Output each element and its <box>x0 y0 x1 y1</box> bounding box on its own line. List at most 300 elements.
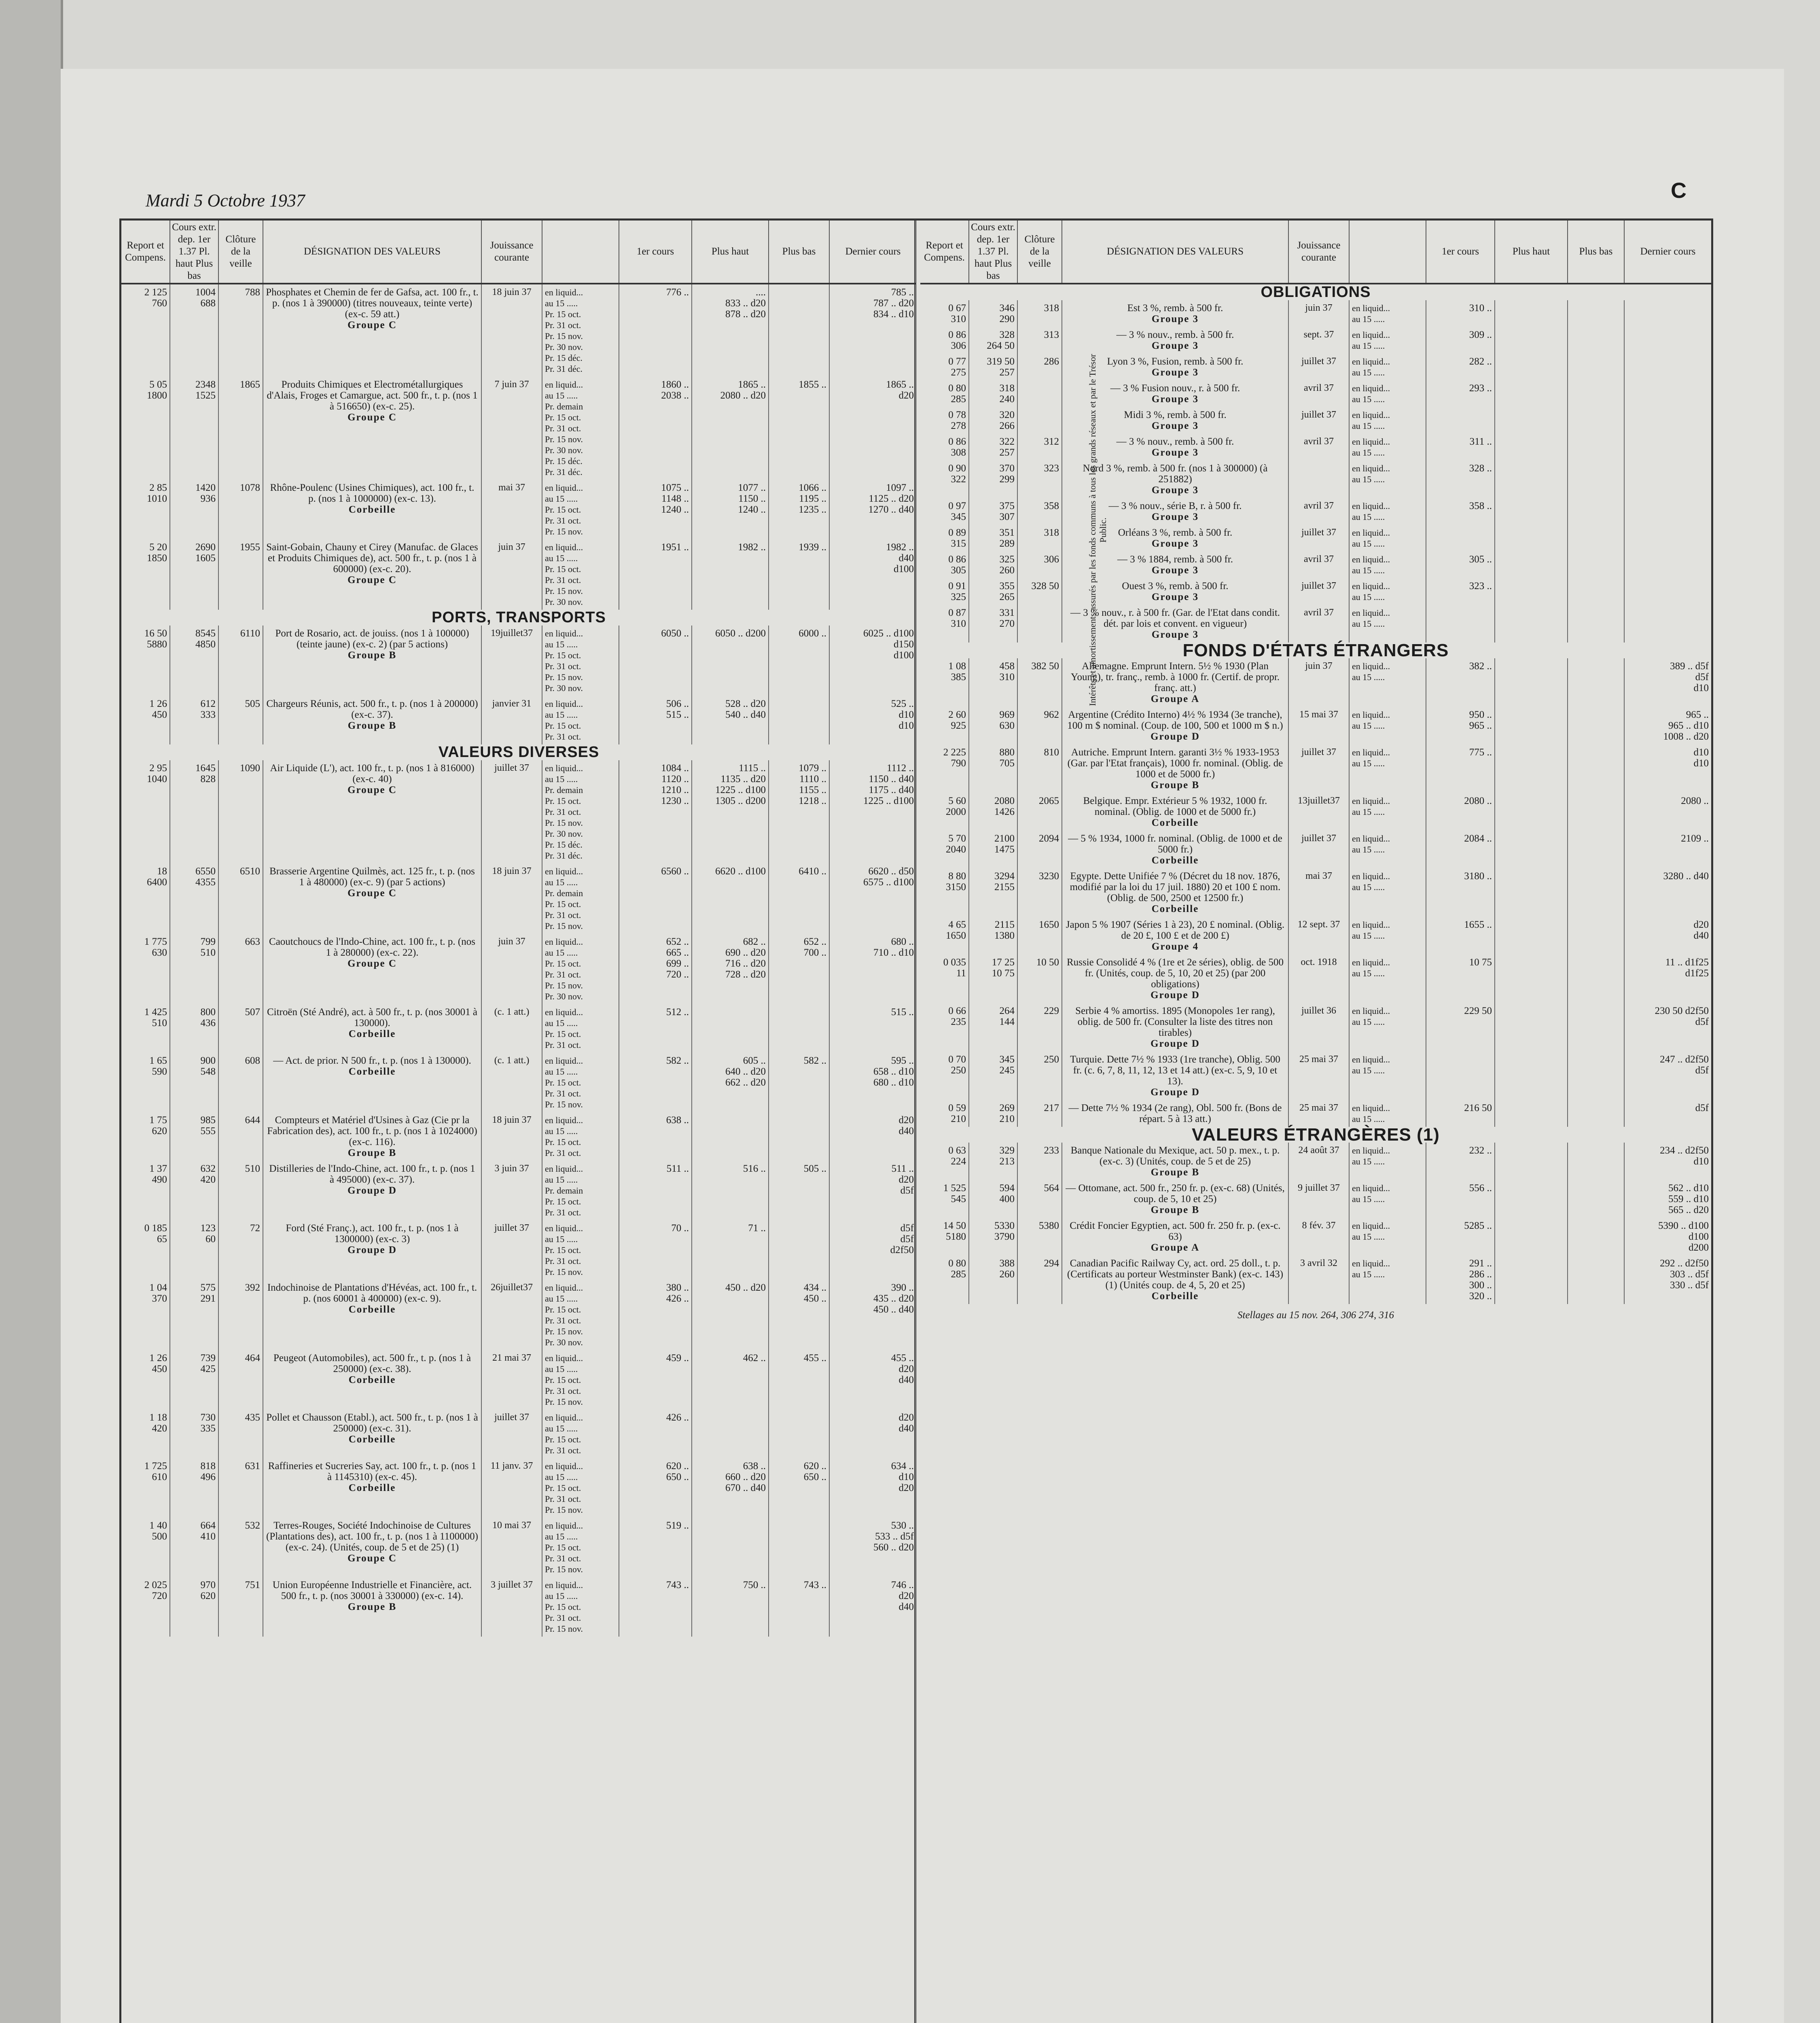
high-cell <box>692 1518 769 1577</box>
security-name: Pollet et Chausson (Etabl.), act. 500 fr., t. p. (nos 1 à 250000) (ex-c. 31). <box>266 1412 478 1434</box>
cloture-cell: 217 <box>1017 1100 1062 1127</box>
cloture-cell: 2094 <box>1017 831 1062 868</box>
jouissance-cell: juillet 37 <box>1288 407 1349 434</box>
columns_right-col-header: Cours extr. dep. 1er 1.37 Pl. haut Plus bas <box>969 221 1017 284</box>
quote-row <box>920 1100 1711 1127</box>
jouissance-cell: juin 37 <box>1288 658 1349 707</box>
extremes-cell: 458 310 <box>969 658 1017 707</box>
quote-row <box>920 300 1711 327</box>
terme-cell: en liquid... au 15 ..... <box>1349 460 1426 498</box>
report-cell: 1 26 450 <box>121 696 170 744</box>
security-name: Caoutchoucs de l'Indo-Chine, act. 100 fr., t. p. (nos 1 à 280000) (ex-c. 22). <box>269 936 475 958</box>
terme-cell: en liquid... au 15 ..... Pr. demain Pr. 15 oct. Pr. 31 oct. Pr. 15 nov. Pr. 30 nov. Pr. 15 déc. Pr. 31 déc. <box>542 377 619 480</box>
designation-cell <box>263 1577 481 1637</box>
cloture-cell: 250 <box>1017 1052 1062 1100</box>
security-name: Saint-Gobain, Chauny et Cirey (Manufac. de Glaces et Produits Chimiques de), act. 500 fr., t. p. (nos 1 à 600000) (ex-c. 20). <box>266 542 478 575</box>
first-price-cell: 232 .. <box>1426 1143 1495 1180</box>
low-cell: 652 .. 700 .. <box>769 934 829 1004</box>
security-name: Canadian Pacific Railway Cy, act. ord. 25 doll., t. p. (Certificats au porteur Westminster Bank) (ex-c. 143) (1) (Unités coup. de 4, 5, 20 et 25) <box>1067 1258 1284 1291</box>
low-cell <box>1568 551 1624 578</box>
quote-row <box>920 605 1711 643</box>
terme-cell: en liquid... au 15 ..... <box>1349 327 1426 354</box>
columns_right-col-header: Report et Compens. <box>920 221 969 284</box>
extremes-cell: 269 210 <box>969 1100 1017 1127</box>
first-price-cell: 5285 .. <box>1426 1218 1495 1255</box>
first-price-cell: 310 .. <box>1426 300 1495 327</box>
terme-cell: en liquid... au 15 ..... <box>1349 498 1426 525</box>
last-price-cell: d20 d40 <box>898 1412 914 1434</box>
low-cell <box>1568 954 1624 1003</box>
jouissance-cell: juin 37 <box>481 934 542 1004</box>
columns_left-col-header: DÉSIGNATION DES VALEURS <box>263 221 481 284</box>
high-cell <box>1495 300 1568 327</box>
groupe-label: Corbeille <box>348 1374 396 1385</box>
low-cell: 1066 .. 1195 .. 1235 .. <box>769 480 829 539</box>
low-cell <box>1568 1052 1624 1100</box>
designation-cell <box>263 1004 481 1053</box>
low-cell <box>1568 354 1624 380</box>
high-cell <box>1495 831 1568 868</box>
groupe-label: Groupe 3 <box>1151 565 1199 576</box>
report-cell: 0 66 235 <box>920 1003 969 1052</box>
cloture-cell: 507 <box>218 1004 263 1053</box>
extremes-cell: 370 299 <box>969 460 1017 498</box>
groupe-label: Groupe B <box>347 720 397 731</box>
groupe-label: Corbeille <box>348 1304 396 1315</box>
cloture-cell: 464 <box>218 1350 263 1410</box>
terme-cell: en liquid... au 15 ..... Pr. 15 oct. Pr. 31 oct. Pr. 15 nov. <box>542 1458 619 1518</box>
last-price-cell <box>1624 578 1711 605</box>
cloture-cell: 532 <box>218 1518 263 1577</box>
jouissance-cell: (c. 1 att.) <box>481 1004 542 1053</box>
cloture-cell: 5380 <box>1017 1218 1062 1255</box>
security-name: — 3 % Fusion nouv., r. à 500 fr. <box>1110 383 1240 394</box>
first-price-cell: 506 .. 515 .. <box>619 696 692 744</box>
columns_left-col-header: Plus bas <box>769 221 829 284</box>
report-cell: 5 20 1850 <box>121 539 170 610</box>
cloture-cell: 318 <box>1017 525 1062 551</box>
cloture-cell: 306 <box>1017 551 1062 578</box>
high-cell: 462 .. <box>692 1350 769 1410</box>
designation-cell <box>263 626 481 696</box>
jouissance-cell: 15 mai 37 <box>1288 707 1349 744</box>
high-cell <box>1495 954 1568 1003</box>
designation-cell <box>1062 954 1288 1003</box>
security-name: Autriche. Emprunt Intern. garanti 3½ % 1933-1953 (Gar. par l'Etat français), 1000 fr. nominal. (Oblig. de 1000 et de 5000 fr.) <box>1067 747 1283 780</box>
high-cell: 750 .. <box>692 1577 769 1637</box>
terme-cell: en liquid... au 15 ..... Pr. 15 oct. Pr. 31 oct. Pr. 15 nov. Pr. 30 nov. <box>542 626 619 696</box>
cloture-cell: 810 <box>1017 744 1062 793</box>
quote-row <box>920 707 1711 744</box>
groupe-label: Groupe C <box>347 785 397 795</box>
first-price-cell <box>1426 525 1495 551</box>
high-cell: 1982 .. <box>692 539 769 610</box>
section-obligations: OBLIGATIONS <box>1261 284 1371 301</box>
terme-cell: en liquid... au 15 ..... <box>1349 551 1426 578</box>
groupe-label: Groupe B <box>347 650 397 661</box>
low-cell: 743 .. <box>769 1577 829 1637</box>
extremes-cell: 322 257 <box>969 434 1017 460</box>
security-name: Crédit Foncier Egyptien, act. 500 fr. 250 fr. p. (ex-c. 63) <box>1070 1220 1281 1242</box>
terme-cell: en liquid... au 15 ..... Pr. 15 oct. Pr. 31 oct. Pr. 15 nov. <box>542 1053 619 1112</box>
low-cell <box>769 1410 829 1458</box>
report-cell: 0 91 325 <box>920 578 969 605</box>
extremes-cell: 328 264 50 <box>969 327 1017 354</box>
jouissance-cell: avril 37 <box>1288 605 1349 643</box>
last-price-cell <box>1624 380 1711 407</box>
terme-cell: en liquid... au 15 ..... <box>1349 917 1426 954</box>
jouissance-cell: 18 juin 37 <box>481 863 542 934</box>
report-cell: 0 86 305 <box>920 551 969 578</box>
quote-row <box>920 354 1711 380</box>
extremes-cell: 329 213 <box>969 1143 1017 1180</box>
designation-cell <box>1062 1255 1288 1304</box>
report-cell: 1 40 500 <box>121 1518 170 1577</box>
report-cell: 14 50 5180 <box>920 1218 969 1255</box>
terme-cell: en liquid... au 15 ..... Pr. 15 oct. Pr. 31 oct. Pr. 15 nov. <box>542 1350 619 1410</box>
extremes-cell: 320 266 <box>969 407 1017 434</box>
extremes-cell: 1004 688 <box>170 284 218 377</box>
cloture-cell: 564 <box>1017 1180 1062 1218</box>
designation-cell <box>1062 1003 1288 1052</box>
cloture-cell: 1078 <box>218 480 263 539</box>
quote-row <box>121 1112 916 1161</box>
designation-cell <box>263 934 481 1004</box>
security-name: Egypte. Dette Unifiée 7 % (Décret du 18 nov. 1876, modifié par la loi du 17 juil. 1880) 20 et 100 £ nom. (Oblig. de 500, 2500 et 12500 fr.) <box>1070 871 1281 903</box>
security-name: — 3 % nouv., série B, r. à 500 fr. <box>1108 500 1242 511</box>
cloture-cell: 644 <box>218 1112 263 1161</box>
cloture-cell: 962 <box>1017 707 1062 744</box>
quote-row <box>121 480 916 539</box>
jouissance-cell: avril 37 <box>1288 434 1349 460</box>
security-name: Distilleries de l'Indo-Chine, act. 100 fr., t. p. (nos 1 à 495000) (ex-c. 37). <box>269 1163 475 1185</box>
security-name: Japon 5 % 1907 (Séries 1 à 23), 20 £ nominal. (Oblig. de 20 £, 100 £ et de 200 £) <box>1066 919 1285 941</box>
first-price-cell: 582 .. <box>619 1053 692 1112</box>
last-price-cell: 746 .. d20 d40 <box>891 1580 914 1612</box>
groupe-label: Groupe 3 <box>1151 592 1199 602</box>
terme-cell: en liquid... au 15 ..... Pr. 15 oct. Pr. 31 oct. <box>542 1004 619 1053</box>
groupe-label: Groupe C <box>347 1553 397 1564</box>
low-cell <box>1568 434 1624 460</box>
groupe-label: Groupe B <box>1150 780 1200 791</box>
extremes-cell: 2100 1475 <box>969 831 1017 868</box>
terme-cell: en liquid... au 15 ..... <box>1349 1255 1426 1304</box>
jouissance-cell: avril 37 <box>1288 380 1349 407</box>
security-name: Brasserie Argentine Quilmès, act. 125 fr., t. p. (nos 1 à 480000) (ex-c. 9) (par 5 actions) <box>269 866 475 888</box>
security-name: — Act. de prior. N 500 fr., t. p. (nos 1 à 130000). <box>273 1055 471 1066</box>
quote-row <box>920 793 1711 831</box>
high-cell <box>1495 707 1568 744</box>
last-price-cell <box>1624 525 1711 551</box>
quote-row <box>920 407 1711 434</box>
first-price-cell: 282 .. <box>1426 354 1495 380</box>
quote-row <box>121 539 916 610</box>
report-cell: 1 65 590 <box>121 1053 170 1112</box>
jouissance-cell: juillet 37 <box>481 1410 542 1458</box>
terme-cell: en liquid... au 15 ..... <box>1349 578 1426 605</box>
quote-row <box>920 1180 1711 1218</box>
jouissance-cell: 21 mai 37 <box>481 1350 542 1410</box>
first-price-cell: 776 .. <box>619 284 692 377</box>
jouissance-cell: juillet 37 <box>1288 831 1349 868</box>
last-price-cell: 634 .. d10 d20 <box>891 1461 914 1493</box>
low-cell <box>1568 498 1624 525</box>
cloture-cell: 608 <box>218 1053 263 1112</box>
high-cell <box>1495 551 1568 578</box>
jouissance-cell: 3 avril 32 <box>1288 1255 1349 1304</box>
designation-cell <box>263 539 481 610</box>
jouissance-cell: avril 37 <box>1288 498 1349 525</box>
low-cell: 434 .. 450 .. <box>769 1280 829 1350</box>
section-fonds-etats: FONDS D'ÉTATS ÉTRANGERS <box>1182 640 1449 660</box>
cloture-cell: 3230 <box>1017 868 1062 917</box>
report-cell: 1 425 510 <box>121 1004 170 1053</box>
cloture-cell: 312 <box>1017 434 1062 460</box>
cloture-cell: 1650 <box>1017 917 1062 954</box>
extremes-cell: 739 425 <box>170 1350 218 1410</box>
columns_left-col-header <box>542 221 619 284</box>
last-price-cell: 525 .. d10 d10 <box>891 698 914 731</box>
security-name: Lyon 3 %, Fusion, remb. à 500 fr. <box>1107 356 1244 367</box>
jouissance-cell: 18 juin 37 <box>481 1112 542 1161</box>
report-cell: 2 125 760 <box>121 284 170 377</box>
groupe-label: Corbeille <box>348 1066 396 1077</box>
stellages-note: Stellages au 15 nov. 264, 306 274, 316 <box>1237 1310 1394 1321</box>
security-name: Raffineries et Sucreries Say, act. 100 fr., t. p. (nos 1 à 1145310) (ex-c. 45). <box>268 1461 477 1482</box>
groupe-label: Groupe D <box>1150 1038 1200 1049</box>
extremes-cell: 969 630 <box>969 707 1017 744</box>
designation-cell <box>263 1220 481 1280</box>
first-price-cell: 556 .. <box>1426 1180 1495 1218</box>
high-cell <box>1495 498 1568 525</box>
quote-row <box>121 284 916 377</box>
high-cell <box>1495 327 1568 354</box>
jouissance-cell: 10 mai 37 <box>481 1518 542 1577</box>
quote-row <box>920 460 1711 498</box>
first-price-cell <box>1426 605 1495 643</box>
groupe-label: Groupe 3 <box>1151 394 1199 405</box>
high-cell <box>1495 1143 1568 1180</box>
high-cell <box>1495 380 1568 407</box>
groupe-label: Corbeille <box>1151 903 1199 914</box>
security-name: Chargeurs Réunis, act. 500 fr., t. p. (nos 1 à 200000) (ex-c. 37). <box>266 698 478 720</box>
jouissance-cell: juillet 37 <box>1288 578 1349 605</box>
groupe-label: Corbeille <box>1151 817 1199 828</box>
report-cell: 0 59 210 <box>920 1100 969 1127</box>
extremes-cell: 1645 828 <box>170 760 218 863</box>
groupe-label: Groupe D <box>1150 1087 1200 1098</box>
first-price-cell: 950 .. 965 .. <box>1426 707 1495 744</box>
groupe-label: Groupe 3 <box>1151 340 1199 351</box>
high-cell: 682 .. 690 .. d20 716 .. d20 728 .. d20 <box>692 934 769 1004</box>
security-name: Ford (Sté Franç.), act. 100 fr., t. p. (nos 1 à 1300000) (ex-c. 3) <box>286 1223 459 1245</box>
security-name: — 3 % nouv., remb. à 500 fr. <box>1116 436 1234 447</box>
low-cell <box>1568 1180 1624 1218</box>
quote-row <box>920 868 1711 917</box>
cloture-cell: 788 <box>218 284 263 377</box>
groupe-label: Groupe 3 <box>1151 511 1199 522</box>
report-cell: 0 63 224 <box>920 1143 969 1180</box>
quote-row <box>121 1053 916 1112</box>
first-price-cell: 2080 .. <box>1426 793 1495 831</box>
extremes-cell: 331 270 <box>969 605 1017 643</box>
jouissance-cell: juillet 37 <box>481 1220 542 1280</box>
high-cell <box>1495 578 1568 605</box>
low-cell: 1855 .. <box>769 377 829 480</box>
terme-cell: en liquid... au 15 ..... <box>1349 300 1426 327</box>
extremes-cell: 1420 936 <box>170 480 218 539</box>
low-cell: 582 .. <box>769 1053 829 1112</box>
low-cell <box>1568 744 1624 793</box>
terme-cell: en liquid... au 15 ..... Pr. 15 oct. Pr. 31 oct. Pr. 15 nov. <box>542 1220 619 1280</box>
terme-cell: en liquid... au 15 ..... <box>1349 793 1426 831</box>
terme-cell: en liquid... au 15 ..... <box>1349 525 1426 551</box>
last-price-cell: 680 .. 710 .. d10 <box>873 936 914 958</box>
low-cell <box>1568 917 1624 954</box>
quote-row <box>121 696 916 744</box>
last-price-cell: 247 .. d2f50 d5f <box>1660 1054 1709 1076</box>
designation-cell <box>1062 707 1288 744</box>
high-cell <box>1495 1255 1568 1304</box>
last-price-cell: 562 .. d10 559 .. d10 565 .. d20 <box>1668 1183 1709 1215</box>
last-price-cell <box>1624 551 1711 578</box>
jouissance-cell: 7 juin 37 <box>481 377 542 480</box>
groupe-label: Groupe A <box>1150 693 1200 704</box>
first-price-cell: 1860 .. 2038 .. <box>619 377 692 480</box>
designation-cell <box>263 1112 481 1161</box>
designation-cell <box>1062 917 1288 954</box>
terme-cell: en liquid... au 15 ..... <box>1349 1100 1426 1127</box>
last-price-cell <box>1624 460 1711 498</box>
last-price-cell: 5390 .. d100 d100 d200 <box>1658 1220 1709 1253</box>
terme-cell: en liquid... au 15 ..... Pr. 15 oct. Pr. 31 oct. Pr. 15 nov. Pr. 30 nov. <box>542 1280 619 1350</box>
high-cell <box>1495 917 1568 954</box>
cloture-cell: 323 <box>1017 460 1062 498</box>
first-price-cell: 519 .. <box>619 1518 692 1577</box>
quote-row <box>920 380 1711 407</box>
high-cell: .... 833 .. d20 878 .. d20 <box>692 284 769 377</box>
guarantee-side-note: Intérêts et amortissements assurés par les fonds communs à tous les grands réseaux et par le Trésor Public. <box>1087 354 1108 706</box>
groupe-label: Groupe 3 <box>1151 447 1199 458</box>
extremes-cell: 970 620 <box>170 1577 218 1637</box>
designation-cell <box>1062 868 1288 917</box>
extremes-cell: 799 510 <box>170 934 218 1004</box>
issue-date: Mardi 5 Octobre 1937 <box>146 191 305 210</box>
quote-row <box>121 1518 916 1577</box>
extremes-cell: 632 420 <box>170 1161 218 1220</box>
first-price-cell <box>1426 1052 1495 1100</box>
groupe-label: Corbeille <box>348 1028 396 1039</box>
groupe-label: Corbeille <box>348 1482 396 1493</box>
report-cell: 5 60 2000 <box>920 793 969 831</box>
extremes-cell: 2080 1426 <box>969 793 1017 831</box>
cloture-cell: 751 <box>218 1577 263 1637</box>
columns_left-col-header: Report et Compens. <box>121 221 170 284</box>
cloture-cell: 294 <box>1017 1255 1062 1304</box>
terme-cell: en liquid... au 15 ..... <box>1349 354 1426 380</box>
report-cell: 0 90 322 <box>920 460 969 498</box>
high-cell <box>1495 525 1568 551</box>
report-cell: 16 50 5880 <box>121 626 170 696</box>
cloture-cell: 631 <box>218 1458 263 1518</box>
groupe-label: Corbeille <box>1151 1291 1199 1302</box>
terme-cell: en liquid... au 15 ..... Pr. 15 oct. Pr. 31 oct. Pr. 15 nov. Pr. 30 nov. Pr. 15 déc. Pr. 31 déc. <box>542 284 619 377</box>
groupe-label: Groupe B <box>1150 1204 1200 1215</box>
first-price-cell: 743 .. <box>619 1577 692 1637</box>
groupe-label: Corbeille <box>1151 855 1199 866</box>
report-cell: 0 86 308 <box>920 434 969 460</box>
high-cell <box>1495 1052 1568 1100</box>
extremes-cell: 351 289 <box>969 525 1017 551</box>
report-cell: 0 89 315 <box>920 525 969 551</box>
report-cell: 1 75 620 <box>121 1112 170 1161</box>
quote-row <box>920 658 1711 707</box>
terme-cell: en liquid... au 15 ..... Pr. 15 oct. Pr. 31 oct. Pr. 15 nov. <box>542 1577 619 1637</box>
designation-cell <box>1062 744 1288 793</box>
cloture-cell: 1865 <box>218 377 263 480</box>
extremes-cell: 664 410 <box>170 1518 218 1577</box>
extremes-cell: 800 436 <box>170 1004 218 1053</box>
security-name: Peugeot (Automobiles), act. 500 fr., t. p. (nos 1 à 250000) (ex-c. 38). <box>273 1353 471 1374</box>
high-cell: 71 .. <box>692 1220 769 1280</box>
quote-row <box>121 1220 916 1280</box>
jouissance-cell <box>1288 460 1349 498</box>
report-cell: 1 525 545 <box>920 1180 969 1218</box>
security-name: — 5 % 1934, 1000 fr. nominal. (Oblig. de 1000 et de 5000 fr.) <box>1068 833 1282 855</box>
extremes-cell: 3294 2155 <box>969 868 1017 917</box>
terme-cell: en liquid... au 15 ..... Pr. demain Pr. 15 oct. Pr. 31 oct. <box>542 1161 619 1220</box>
report-cell: 0 80 285 <box>920 1255 969 1304</box>
security-name: — 3 % nouv., r. à 500 fr. (Gar. de l'Etat dans condit. dét. par lois et convent. en vigueur) <box>1070 607 1280 629</box>
cloture-cell: 229 <box>1017 1003 1062 1052</box>
last-price-cell: 6025 .. d100 d150 d100 <box>863 628 914 661</box>
terme-cell: en liquid... au 15 ..... Pr. 15 oct. Pr. 31 oct. <box>542 696 619 744</box>
jouissance-cell: 13juillet37 <box>1288 793 1349 831</box>
high-cell: 450 .. d20 <box>692 1280 769 1350</box>
last-price-cell: 530 .. 533 .. d5f 560 .. d20 <box>873 1520 914 1553</box>
security-name: — Ottomane, act. 500 fr., 250 fr. p. (ex-c. 68) (Unités, coup. de 5, 10 et 25) <box>1066 1183 1285 1204</box>
last-price-cell: 2080 .. <box>1681 795 1709 806</box>
high-cell <box>1495 1100 1568 1127</box>
first-price-cell: 382 .. <box>1426 658 1495 707</box>
extremes-cell: 355 265 <box>969 578 1017 605</box>
columns_left-col-header: Dernier cours <box>829 221 916 284</box>
low-cell <box>1568 525 1624 551</box>
extremes-cell: 2348 1525 <box>170 377 218 480</box>
first-price-cell: 309 .. <box>1426 327 1495 354</box>
report-cell: 5 70 2040 <box>920 831 969 868</box>
last-price-cell: 292 .. d2f50 303 .. d5f 330 .. d5f <box>1660 1258 1709 1291</box>
designation-cell <box>263 480 481 539</box>
high-cell: 605 .. 640 .. d20 662 .. d20 <box>692 1053 769 1112</box>
quote-row <box>920 327 1711 354</box>
high-cell <box>1495 460 1568 498</box>
jouissance-cell: juin 37 <box>1288 300 1349 327</box>
terme-cell: en liquid... au 15 ..... <box>1349 658 1426 707</box>
last-price-cell: 455 .. d20 d40 <box>891 1353 914 1385</box>
low-cell <box>769 1112 829 1161</box>
quote-row <box>920 1218 1711 1255</box>
low-cell <box>1568 300 1624 327</box>
quote-row <box>121 863 916 934</box>
groupe-label: Groupe B <box>1150 1167 1200 1178</box>
designation-cell <box>263 1161 481 1220</box>
cloture-cell: 72 <box>218 1220 263 1280</box>
last-price-cell: 3280 .. d40 <box>1663 871 1709 882</box>
quote-row <box>121 1410 916 1458</box>
low-cell <box>1568 407 1624 434</box>
extremes-cell: 2115 1380 <box>969 917 1017 954</box>
